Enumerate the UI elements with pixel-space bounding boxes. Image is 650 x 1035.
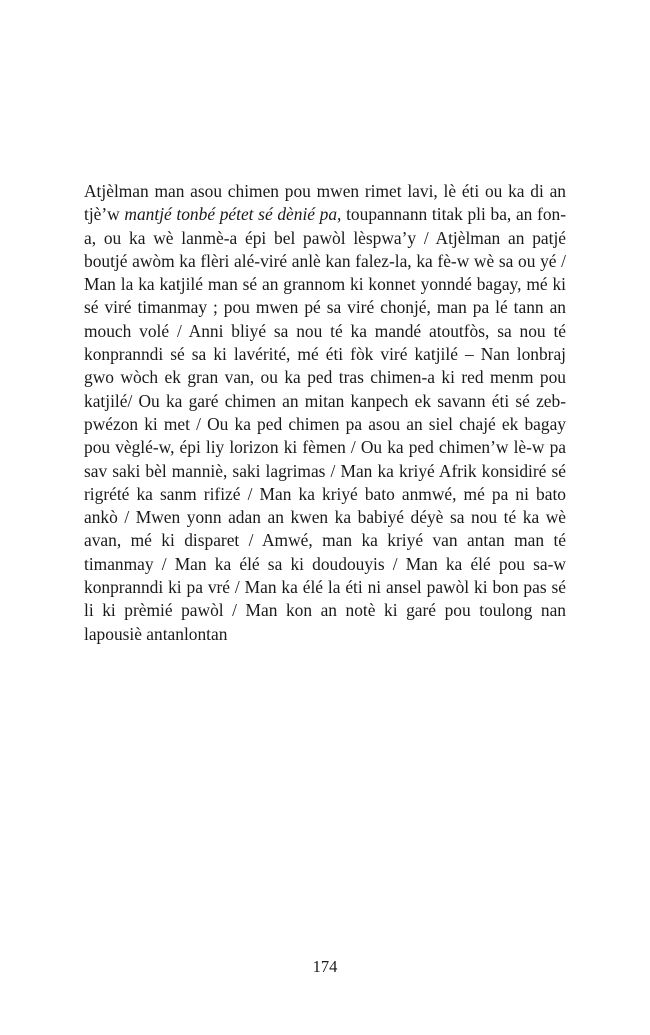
- page-number: 174: [312, 957, 338, 976]
- paragraph-italic-phrase: mantjé tonbé pétet sé dènié pa,: [124, 204, 342, 225]
- body-paragraph: [84, 180, 566, 646]
- paragraph-segment-1: Atjèlman man asou chimen pou mwen rimet lavi, lè éti ou ka di an tjè’w: [84, 181, 566, 225]
- paragraph-text: [84, 180, 566, 646]
- paragraph-segment-2: toupannann titak pli ba, an fon-a, ou ka wè lanmè-a épi bel pawòl lèspwa’y / Atjèlman an patjé boutjé awòm ka flèri alé-viré anlè kan falez-la, ka fè-w wè sa ou yé / Man la ka katjilé man sé an grannom ki konnet yonndé bagay, mé ki sé viré timanmay ; pou mwen pé sa viré chonjé, man pa lé tann an mouch volé / Anni bliyé sa nou té ka mandé atoutfòs, sa nou té konpranndi sé sa ki lavérité, mé éti fòk viré katjilé – Nan lonbraj gwo wòch ek gran van, ou ka ped tras chimen-a ki red menm pou katjilé/ Ou ka garé chimen an mitan kanpech ek savann éti sé zeb-pwézon ki met / Ou ka ped chimen pa asou an siel chajé ek bagay pou vèglé-w, épi liy lorizon ki fèmen / Ou ka ped chimen’w lè-w pa sav saki bèl manniè, saki lagrimas / Man ka kriyé Afrik konsidiré sé rigrété ka sanm rifizé / Man ka kriyé bato anmwé, mé pa ni bato ankò / Mwen yonn adan an kwen ka babiyé déyè sa nou té ka wè avan, mé ki disparet / Amwé, man ka kriyé van antan man té timanmay / Man ka élé sa ki doudouyis / Man ka élé pou sa-w konpranndi ki pa vré / Man ka élé la éti ni ansel pawòl ki bon pas sé li ki prèmié pawòl / Man kon an notè ki garé pou toulong nan lapousiè antanlontan: [84, 204, 566, 644]
